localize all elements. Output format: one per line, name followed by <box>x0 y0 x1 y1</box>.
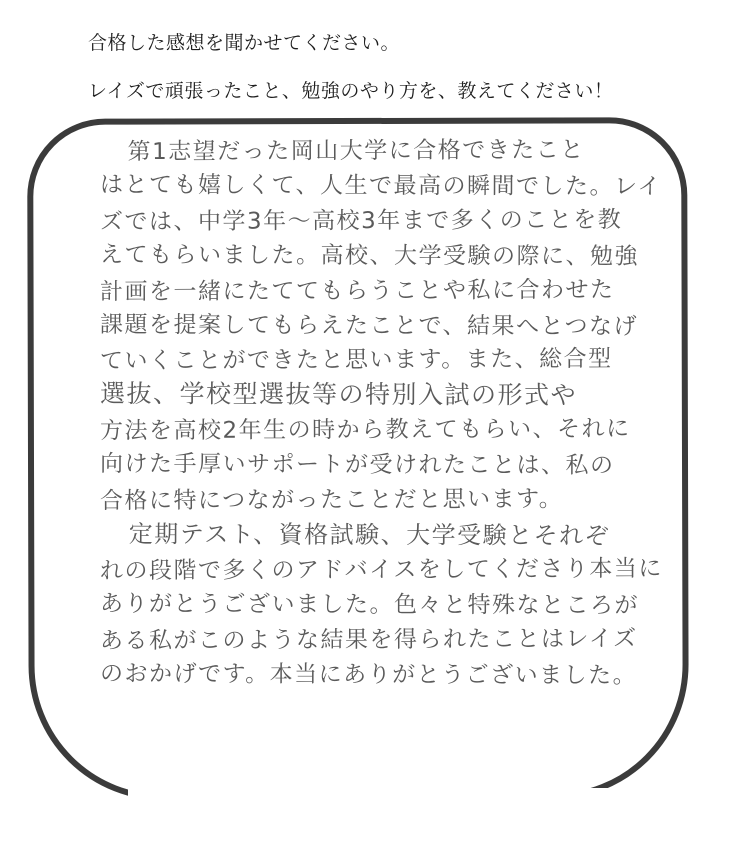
handwritten-line: 第1志望だった岡山大学に合格できたこと <box>127 137 585 166</box>
handwritten-line: ある私がこのような結果を得られたことはレイズ <box>99 625 638 654</box>
handwritten-line: 向けた手厚いサポートが受けれたことは、私の <box>99 451 615 479</box>
handwritten-line: 計画を一緒にたててもらうことや私に合わせた <box>99 276 615 305</box>
question-study-method: レイズで頑張ったこと、勉強のやり方を、教えてください！ <box>88 80 614 102</box>
handwritten-line: 方法を高校2年生の時から教えてもらい、それに <box>99 416 631 445</box>
handwritten-line: のおかげです。本当にありがとうございました。 <box>99 660 638 689</box>
frame-bottom-gap <box>128 788 615 828</box>
handwritten-line: 合格に特につながったことだと思います。 <box>99 486 564 515</box>
question-pass-impression: 合格した感想を聞かせてください。 <box>88 32 401 54</box>
handwritten-note-text <box>100 134 672 693</box>
handwritten-line: ありがとうございました。色々と特殊なところが <box>99 590 640 619</box>
handwritten-line: れの段階で多くのアドバイスをしてくださり本当に <box>99 555 663 585</box>
handwritten-line: ズでは、中学3年〜高校3年まで多くのことを教 <box>99 206 623 236</box>
handwritten-line: 選抜、学校型選抜等の特別入試の形式や <box>99 379 578 411</box>
handwritten-line: えてもらいました。高校、大学受験の際に、勉強 <box>99 241 640 270</box>
handwritten-line: はとても嬉しくて、人生で最高の瞬間でした。レイ <box>99 171 662 200</box>
handwritten-line: 課題を提案してもらえたことで、結果へとつなげ <box>99 311 639 340</box>
handwritten-line: 定期テスト、資格試験、大学受験とそれぞ <box>128 520 611 550</box>
handwritten-line: ていくことができたと思います。また、総合型 <box>99 346 613 375</box>
